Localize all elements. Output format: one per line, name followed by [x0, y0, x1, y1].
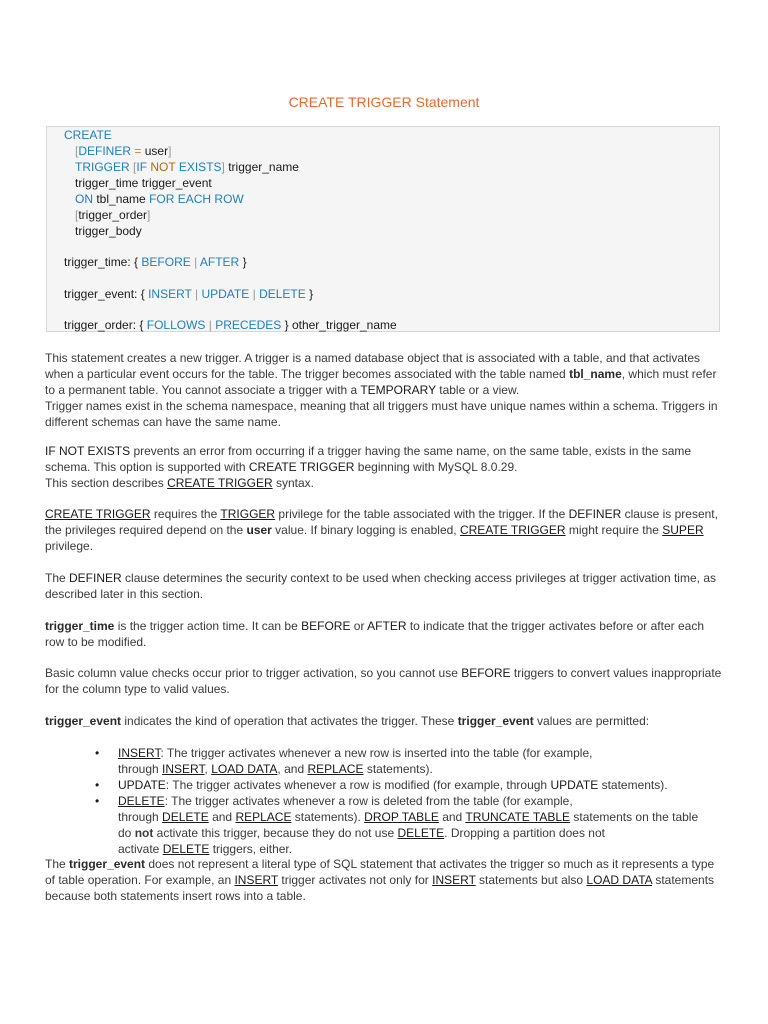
delete-link[interactable]: DELETE — [162, 842, 210, 856]
create-trigger-link[interactable]: CREATE TRIGGER — [45, 507, 151, 521]
if-not-exists-paragraph: IF NOT EXISTS prevents an error from occurring if a trigger having the same name, on the same table, exists in the same schema. This option is supported with CREATE TRIGGER beginning with MySQL 8.0.29. This section describes CREATE TRIGGER syntax. — [45, 444, 692, 490]
code-line-time-event: trigger_time trigger_event — [75, 176, 212, 190]
super-privilege-link[interactable]: SUPER — [662, 523, 704, 537]
load-data-link[interactable]: LOAD DATA — [586, 873, 652, 887]
insert-link[interactable]: INSERT — [118, 746, 161, 760]
replace-link[interactable]: REPLACE — [307, 762, 364, 776]
trigger-event-list — [45, 745, 725, 857]
trigger-event-paragraph: trigger_event indicates the kind of operation that activates the trigger. These trigger_event values are permitted: — [45, 714, 650, 728]
delete-link[interactable]: DELETE — [162, 810, 209, 824]
code-line-event-def: trigger_event: { INSERT | UPDATE | DELETE } — [64, 287, 314, 301]
create-trigger-link[interactable]: CREATE TRIGGER — [167, 476, 273, 490]
code-line-body: trigger_body — [75, 224, 142, 238]
truncate-table-link[interactable]: TRUNCATE TABLE — [465, 810, 571, 824]
code-line-definer: [DEFINER = user] — [75, 144, 172, 158]
delete-link[interactable]: DELETE — [118, 794, 165, 808]
code-line-trigger: TRIGGER [IF NOT EXISTS] trigger_name — [75, 160, 299, 174]
insert-link[interactable]: INSERT — [162, 762, 205, 776]
insert-link[interactable]: INSERT — [234, 873, 279, 887]
create-trigger-link[interactable]: CREATE TRIGGER — [459, 523, 566, 537]
replace-link[interactable]: REPLACE — [235, 810, 292, 824]
list-item-insert: • INSERT: The trigger activates whenever a new row is inserted into the table (for example, through INSERT, LOAD DATA, and REPLACE statements). — [45, 745, 725, 777]
definer-paragraph: The DEFINER clause determines the security context to be used when checking access privileges at trigger activation time, as described later in this section. — [45, 571, 716, 601]
code-line-on: ON tbl_name FOR EACH ROW — [75, 192, 244, 206]
trigger-time-paragraph: trigger_time is the trigger action time. It can be BEFORE or AFTER to indicate that the trigger activates before or after each row to be modified. — [45, 619, 705, 649]
trigger-privilege-link[interactable]: TRIGGER — [220, 507, 276, 521]
syntax-code-block — [46, 126, 720, 332]
list-item-delete: • DELETE: The trigger activates whenever a row is deleted from the table (for example, through DELETE and REPLACE statements). DROP TABLE and TRUNCATE TABLE statements on the table do not activate this trigger, because they do not use DELETE. Dropping a partition does not activate DELETE triggers, either. — [45, 793, 725, 857]
privileges-paragraph: CREATE TRIGGER requires the TRIGGER privilege for the table associated with the trigger. If the DEFINER clause is present, the privileges required depend on the user value. If binary logging is enabled, CREATE TRIGGER might require the SUPER privilege. — [45, 507, 718, 553]
delete-link[interactable]: DELETE — [397, 826, 445, 840]
trigger-event-note-paragraph: The trigger_event does not represent a literal type of SQL statement that activates the trigger so much as it represents a type of table operation. For example, an INSERT trigger activates not only for INSERT statements but also LOAD DATA statements because both statements insert rows into a table. — [45, 857, 715, 903]
code-line-time-def: trigger_time: { BEFORE | AFTER } — [64, 255, 247, 269]
list-item-update: • UPDATE: The trigger activates whenever a row is modified (for example, through UPDATE statements). — [45, 777, 725, 793]
code-line-create: CREATE — [64, 128, 112, 142]
drop-table-link[interactable]: DROP TABLE — [364, 810, 439, 824]
page-title: CREATE TRIGGER Statement — [288, 94, 480, 110]
intro-paragraph: This statement creates a new trigger. A trigger is a named database object that is associated with a table, and that activates when a particular event occurs for the table. The trigger becomes associated with the table named tbl_name, which must refer to a permanent table. You cannot associate a trigger with a TEMPORARY table or a view. Trigger names exist in the schema namespace, meaning that all triggers must have unique names within a schema. Triggers in different schemas can have the same name. — [45, 351, 718, 429]
code-line-order: [trigger_order] — [75, 208, 151, 222]
insert-link[interactable]: INSERT — [432, 873, 476, 887]
code-line-order-def: trigger_order: { FOLLOWS | PRECEDES } other_trigger_name — [64, 318, 397, 332]
load-data-link[interactable]: LOAD DATA — [211, 762, 278, 776]
column-checks-paragraph: Basic column value checks occur prior to trigger activation, so you cannot use BEFORE triggers to convert values inappropriate for the column type to valid values. — [45, 666, 722, 696]
